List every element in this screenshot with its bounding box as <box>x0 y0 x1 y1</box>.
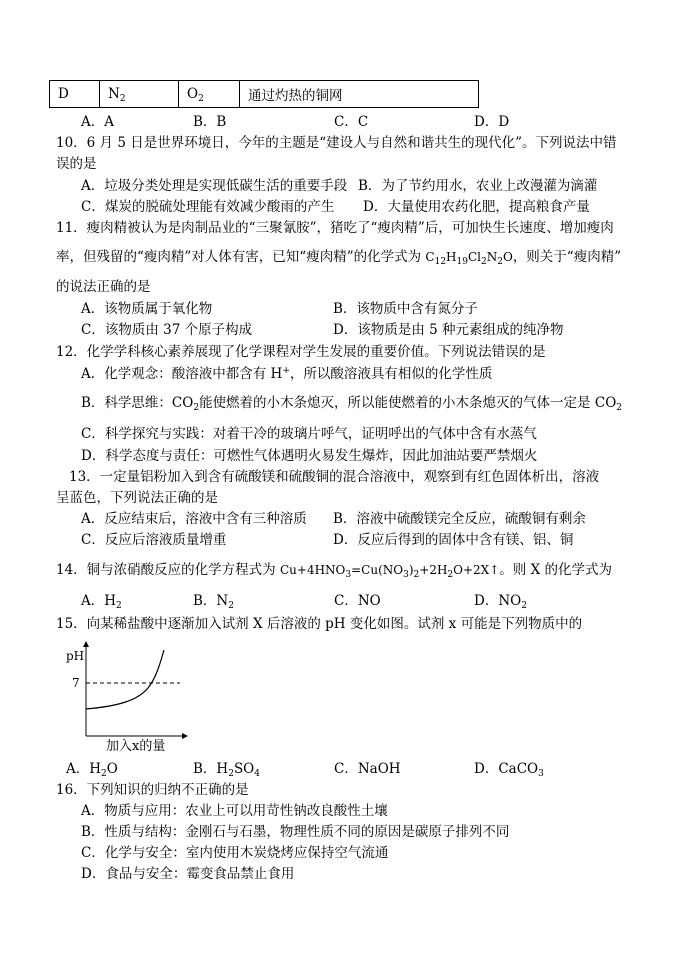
q11-stem-end: 的说法正确的是 <box>56 279 151 295</box>
q13-option-d: D．反应后得到的固体中含有镁、铝、铜 <box>333 532 574 548</box>
q13-option-b: B．溶液中硫酸镁完全反应，硫酸铜有剩余 <box>333 511 586 527</box>
q9-option-a: A．A <box>81 114 114 130</box>
q10-option-d: D．大量使用农药化肥，提高粮食产量 <box>363 199 590 215</box>
table-row <box>50 81 479 108</box>
q15-option-a: A．$H_2O$ <box>66 761 118 779</box>
q12-stem: 12．化学学科核心素养展现了化学课程对学生发展的重要价值。下列说法错误的是 <box>56 344 546 360</box>
q9-option-b: B．B <box>193 114 227 130</box>
q14-option-a: A．$H_2$ <box>81 593 122 611</box>
q9-option-c: C．C <box>334 114 369 130</box>
table-cell: $O_2$ <box>179 81 240 108</box>
table-cell: $N_2$ <box>100 81 179 108</box>
q16-option-b: B．性质与结构：金刚石与石墨，物理性质不同的原因是碳原子排列不同 <box>81 824 510 840</box>
q13-option-a: A．反应结束后，溶液中含有三种溶质 <box>81 511 307 527</box>
table-cell: D <box>50 81 100 108</box>
q14-option-b: B．$N_2$ <box>193 593 234 611</box>
q12-option-a: A．化学观念：酸溶液中都含有 H+，所以酸溶液具有相似的化学性质 <box>81 366 493 382</box>
q16-option-a: A．物质与应用：农业上可以用苛性钠改良酸性土壤 <box>81 803 388 819</box>
q11-option-a: A．该物质属于氧化物 <box>81 301 213 317</box>
q10-option-c: C．煤炭的脱硫处理能有效减少酸雨的产生 <box>81 199 335 215</box>
formula: $C_{12}H_{19}Cl_2N_2O$ <box>425 250 513 267</box>
q14-option-d: D．$NO_2$ <box>474 593 527 611</box>
q14-stem: 14．铜与浓硝酸反应的化学方程式为 $Cu+4HNO_3=Cu(NO_3)_2+2H_2O+2X↑$。则 X 的化学式为 <box>56 562 612 580</box>
q12-option-b: B．科学思维：$CO_2$能使燃着的小木条熄灭，所以能使燃着的小木条熄灭的气体一定是 $CO_2$ <box>81 395 622 413</box>
q11-option-b: B．该物质中含有氮分子 <box>333 301 478 317</box>
q10-stem-cont: 误的是 <box>56 156 97 172</box>
q16-option-d: D．食品与安全：霉变食品禁止食用 <box>81 866 295 882</box>
q10-option-b: B．为了节约用水，农业上改漫灌为滴灌 <box>358 178 598 194</box>
q12-option-c: C．科学探究与实践：对着干冷的玻璃片呼气，证明呼出的气体中含有水蒸气 <box>81 426 537 442</box>
q13-option-c: C．反应后溶液质量增重 <box>81 532 227 548</box>
q13-stem-cont: 呈蓝色，下列说法正确的是 <box>56 490 218 506</box>
q10-stem: 10．6 月 5 日是世界环境日，今年的主题是“建设人与自然和谐共生的现代化”。下列说法中错 <box>56 135 617 151</box>
q16-stem: 16．下列知识的归纳不正确的是 <box>56 782 249 798</box>
q15-option-c: C．NaOH <box>334 761 401 777</box>
q13-stem: 13．一定量铝粉加入到含有硫酸镁和硫酸铜的混合溶液中，观察到有红色固体析出，溶液 <box>69 469 600 485</box>
option-table <box>49 80 479 108</box>
q15-stem: 15．向某稀盐酸中逐渐加入试剂 X 后溶液的 pH 变化如图。试剂 x 可能是下列物质中的 <box>56 616 583 632</box>
q14-option-c: C．NO <box>334 593 381 609</box>
q15-option-d: D．CaCO$_3$ <box>474 761 544 779</box>
q10-option-a: A．垃圾分类处理是实现低碳生活的重要手段 <box>81 178 348 194</box>
x-axis-label: 加入x的量 <box>106 739 166 754</box>
tick-label: 7 <box>72 676 80 690</box>
q16-option-c: C．化学与安全：室内使用木炭烧烤应保持空气流通 <box>81 845 389 861</box>
q9-option-d: D．D <box>474 114 510 130</box>
ph-curve <box>86 650 164 709</box>
q11-stem-cont: 率，但残留的“瘦肉精”对人体有害，已知“瘦肉精”的化学式为 $C_{12}H_{19}Cl_2N_2O$，则关于“瘦肉精” <box>56 249 622 267</box>
equation: $Cu+4HNO_3=Cu(NO_3)_2+2H_2O+2X↑$ <box>279 563 500 580</box>
q15-option-b: B．$H_2SO_4$ <box>193 761 260 779</box>
q12-option-d: D．科学态度与责任：可燃性气体遇明火易发生爆炸，因此加油站要严禁烟火 <box>81 448 538 464</box>
q11-option-d: D．该物质是由 5 种元素组成的纯净物 <box>333 322 564 338</box>
q11-option-c: C．该物质由 37 个原子构成 <box>81 322 253 338</box>
y-axis-label: pH <box>66 649 85 663</box>
table-cell: 通过灼热的铜网 <box>240 81 479 108</box>
q11-stem: 11．瘦肉精被认为是肉制品业的“三聚氰胺”，猪吃了“瘦肉精”后，可加快生长速度、增加瘦肉 <box>56 220 614 236</box>
